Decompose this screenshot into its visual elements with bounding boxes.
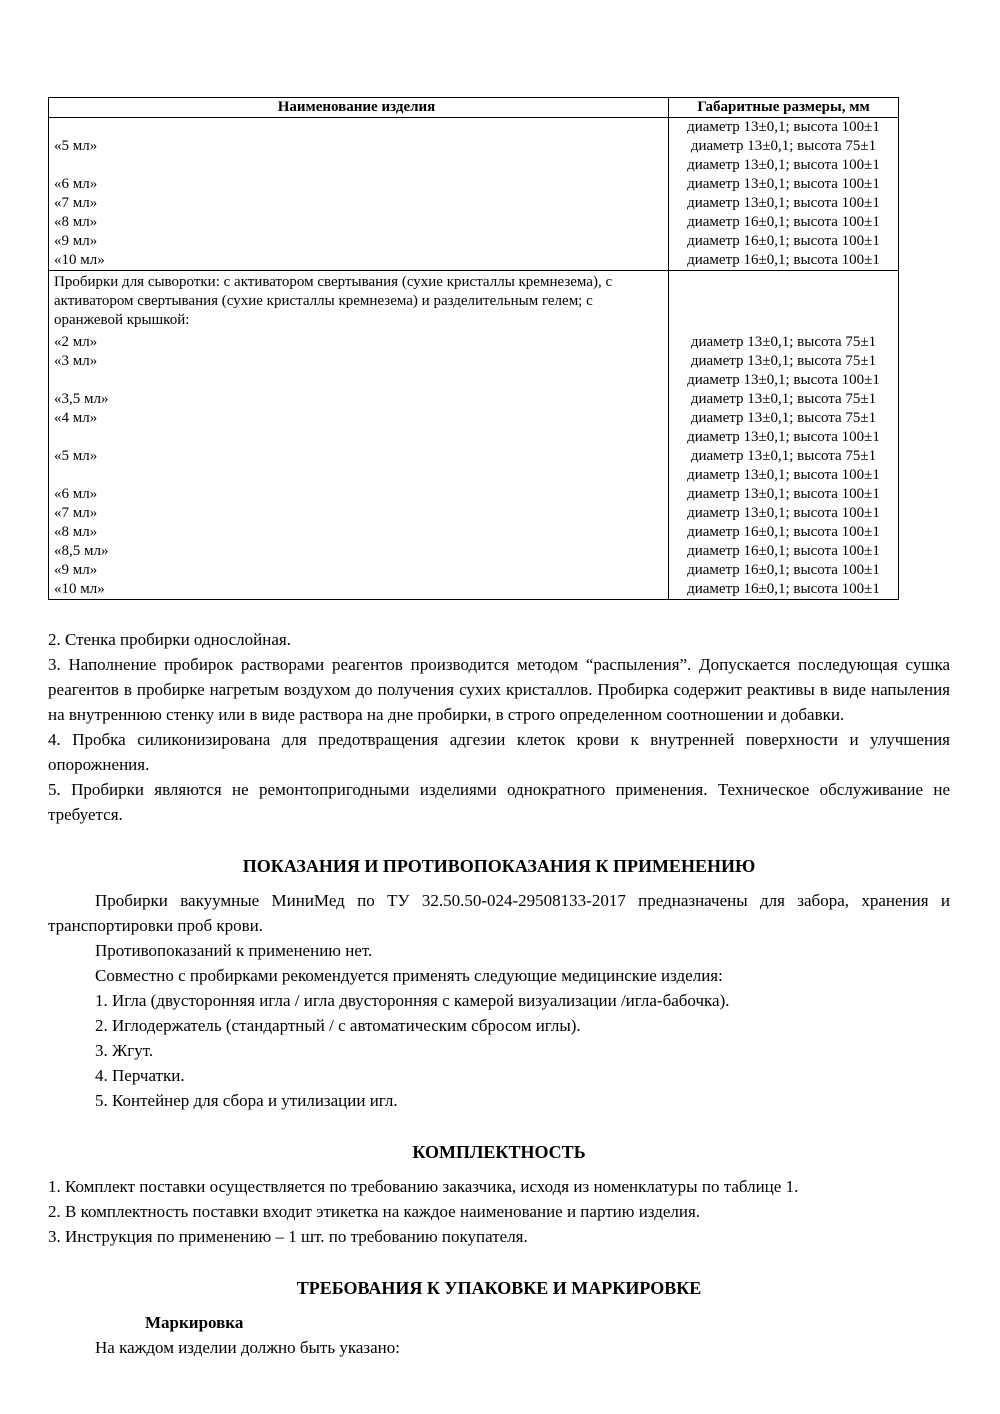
dimensions-cell: диаметр 13±0,1; высота 75±1 <box>690 448 877 464</box>
product-name-cell: «6 мл» <box>49 485 669 504</box>
dimensions-cell: диаметр 13±0,1; высота 75±1 <box>690 391 877 407</box>
product-name-cell: «5 мл» <box>49 137 669 156</box>
table-row <box>49 542 898 561</box>
table-header-row <box>49 98 898 118</box>
dimensions-cell: диаметр 13±0,1; высота 100±1 <box>687 467 880 483</box>
product-name-cell: «5 мл» <box>49 447 669 466</box>
table-group-volumes <box>49 118 898 270</box>
completeness-section <box>48 1140 950 1249</box>
list-item-tourniquet: 3. Жгут. <box>95 1041 154 1060</box>
product-name-cell: «4 мл» <box>49 409 669 428</box>
table-row <box>49 333 898 352</box>
dimensions-cell: диаметр 13±0,1; высота 100±1 <box>687 505 880 521</box>
product-name-cell <box>49 466 669 485</box>
heading-indications: ПОКАЗАНИЯ И ПРОТИВОПОКАЗАНИЯ К ПРИМЕНЕНИЮ <box>242 856 756 876</box>
serum-tubes-description: Пробирки для сыворотки: с активатором свертывания (сухие кристаллы кремнезема), с активатором свертывания (сухие кристаллы кремнезема) и разделительным гелем; с оранжевой крышкой: <box>49 271 669 333</box>
paragraph-purpose: Пробирки вакуумные МиниМед по ТУ 32.50.50-024-29508133-2017 предназначены для забора, хранения и транспортировки проб крови. <box>48 891 950 935</box>
table-header-dimensions: Габаритные размеры, мм <box>697 99 870 115</box>
heading-packaging-marking: ТРЕБОВАНИЯ К УПАКОВКЕ И МАРКИРОВКЕ <box>296 1278 702 1298</box>
product-name-cell: «6 мл» <box>49 175 669 194</box>
product-name-cell: «10 мл» <box>49 580 669 599</box>
table-row <box>49 485 898 504</box>
table-header-product-name: Наименование изделия <box>49 98 669 117</box>
dimensions-cell: диаметр 13±0,1; высота 100±1 <box>687 119 880 135</box>
construction-section <box>48 627 950 827</box>
list-item-sharps-container: 5. Контейнер для сбора и утилизации игл. <box>95 1091 398 1110</box>
table-row <box>49 156 898 175</box>
table-row <box>49 466 898 485</box>
table-row <box>49 428 898 447</box>
dimensions-cell-empty <box>669 271 898 333</box>
dimensions-cell: диаметр 16±0,1; высота 100±1 <box>687 252 880 268</box>
dimensions-cell: диаметр 16±0,1; высота 100±1 <box>687 233 880 249</box>
products-table <box>48 97 899 600</box>
table-row <box>49 523 898 542</box>
list-item-needle: 1. Игла (двусторонняя игла / игла двусторонняя с камерой визуализации /игла-бабочка). <box>95 991 730 1010</box>
dimensions-cell: диаметр 16±0,1; высота 100±1 <box>687 581 880 597</box>
dimensions-cell: диаметр 16±0,1; высота 100±1 <box>687 524 880 540</box>
subheading-marking: Маркировка <box>145 1313 244 1332</box>
dimensions-cell: диаметр 13±0,1; высота 75±1 <box>690 138 877 154</box>
table-row-intro <box>49 271 898 333</box>
table-row <box>49 194 898 213</box>
dimensions-cell: диаметр 13±0,1; высота 100±1 <box>687 372 880 388</box>
table-row <box>49 390 898 409</box>
dimensions-cell: диаметр 16±0,1; высота 100±1 <box>687 562 880 578</box>
paragraph-single-use: 5. Пробирки являются не ремонтопригодными изделиями однократного применения. Техническое обслуживание не требуется. <box>48 780 950 824</box>
dimensions-cell: диаметр 13±0,1; высота 75±1 <box>690 353 877 369</box>
table-row <box>49 137 898 156</box>
paragraph-instructions: 3. Инструкция по применению – 1 шт. по требованию покупателя. <box>48 1227 528 1246</box>
paragraph-siliconized-stopper: 4. Пробка силиконизирована для предотвращения адгезии клеток крови к внутренней поверхности и улучшения опорожнения. <box>48 730 950 774</box>
table-group-serum-rows <box>49 333 898 599</box>
paragraph-delivery-set: 1. Комплект поставки осуществляется по требованию заказчика, исходя из номенклатуры по таблице 1. <box>48 1177 799 1196</box>
paragraph-label: 2. В комплектность поставки входит этикетка на каждое наименование и партию изделия. <box>48 1202 701 1221</box>
table-row <box>49 232 898 251</box>
table-row <box>49 371 898 390</box>
product-name-cell: «2 мл» <box>49 333 669 352</box>
product-name-cell: «9 мл» <box>49 232 669 251</box>
product-name-cell: «8 мл» <box>49 213 669 232</box>
table-row <box>49 580 898 599</box>
dimensions-cell: диаметр 13±0,1; высота 75±1 <box>690 334 877 350</box>
product-name-cell: «3 мл» <box>49 352 669 371</box>
paragraph-no-contraindications: Противопоказаний к применению нет. <box>95 941 373 960</box>
dimensions-cell: диаметр 13±0,1; высота 100±1 <box>687 486 880 502</box>
product-name-cell <box>49 118 669 137</box>
product-name-cell: «8 мл» <box>49 523 669 542</box>
product-name-cell <box>49 428 669 447</box>
dimensions-cell: диаметр 13±0,1; высота 100±1 <box>687 195 880 211</box>
paragraph-marking-intro: На каждом изделии должно быть указано: <box>95 1338 400 1357</box>
table-row <box>49 561 898 580</box>
dimensions-cell: диаметр 13±0,1; высота 100±1 <box>687 157 880 173</box>
heading-completeness: КОМПЛЕКТНОСТЬ <box>412 1142 586 1162</box>
product-name-cell <box>49 156 669 175</box>
paragraph-recommended-devices: Совместно с пробирками рекомендуется применять следующие медицинские изделия: <box>95 966 723 985</box>
table-row <box>49 118 898 137</box>
dimensions-cell: диаметр 16±0,1; высота 100±1 <box>687 543 880 559</box>
list-item-needle-holder: 2. Иглодержатель (стандартный / с автоматическим сбросом иглы). <box>95 1016 581 1035</box>
product-name-cell: «3,5 мл» <box>49 390 669 409</box>
product-name-cell: «7 мл» <box>49 504 669 523</box>
table-row <box>49 352 898 371</box>
dimensions-cell: диаметр 16±0,1; высота 100±1 <box>687 214 880 230</box>
table-row <box>49 504 898 523</box>
product-name-cell <box>49 371 669 390</box>
indications-section <box>48 854 950 1113</box>
product-name-cell: «8,5 мл» <box>49 542 669 561</box>
paragraph-tube-wall: 2. Стенка пробирки однослойная. <box>48 630 291 649</box>
table-row <box>49 447 898 466</box>
table-row <box>49 409 898 428</box>
table-group-serum-tubes <box>49 270 898 599</box>
product-name-cell: «10 мл» <box>49 251 669 270</box>
list-item-gloves: 4. Перчатки. <box>95 1066 185 1085</box>
table-row <box>49 175 898 194</box>
packaging-section <box>48 1276 950 1360</box>
product-name-cell: «9 мл» <box>49 561 669 580</box>
paragraph-reagent-filling: 3. Наполнение пробирок растворами реагентов производится методом “распыления”. Допускается последующая сушка реагентов в пробирке нагретым воздухом до получения сухих кристаллов. Пробирка содержит реактивы в виде напыления на внутреннюю стенку или в виде раствора на дне пробирки, в строго определенном соотношении и добавки. <box>48 655 950 724</box>
dimensions-cell: диаметр 13±0,1; высота 75±1 <box>690 410 877 426</box>
table-row <box>49 251 898 270</box>
product-name-cell: «7 мл» <box>49 194 669 213</box>
dimensions-cell: диаметр 13±0,1; высота 100±1 <box>687 429 880 445</box>
dimensions-cell: диаметр 13±0,1; высота 100±1 <box>687 176 880 192</box>
table-row <box>49 213 898 232</box>
